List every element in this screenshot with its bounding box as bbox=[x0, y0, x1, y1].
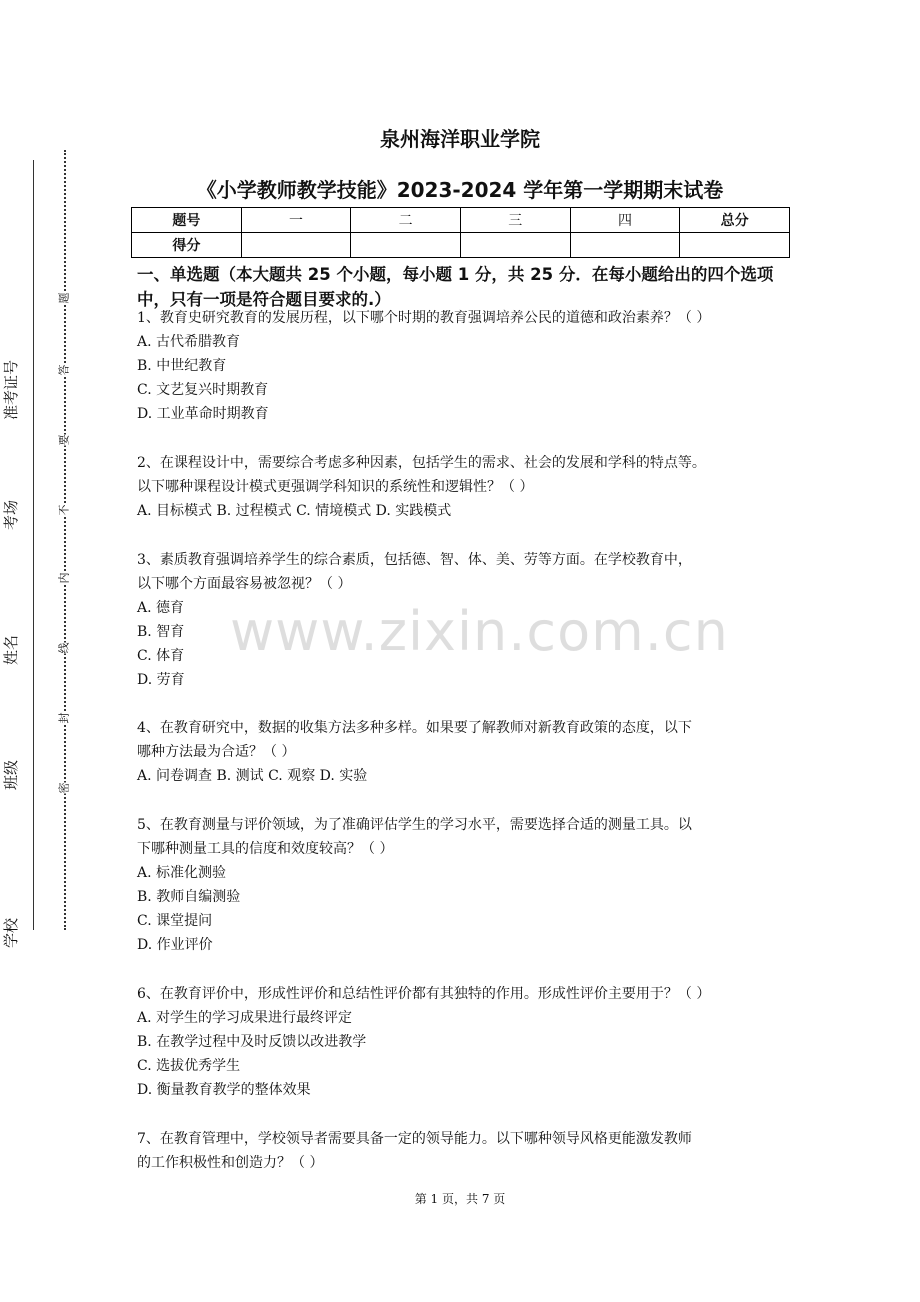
table-header-cell: 四 bbox=[570, 208, 680, 233]
table-header-cell: 二 bbox=[351, 208, 461, 233]
field-name: 姓名 bbox=[2, 634, 20, 665]
page-footer: 第 1 页，共 7 页 bbox=[414, 1192, 506, 1206]
question-option: A. 德育 bbox=[137, 600, 185, 616]
question-option: B. 中世纪教育 bbox=[137, 358, 227, 374]
question-stem: 7、在教育管理中，学校领导者需要具备一定的领导能力。以下哪种领导风格更能激发教师 bbox=[137, 1131, 692, 1147]
question-option: A. 目标模式 B. 过程模式 C. 情境模式 D. 实践模式 bbox=[137, 503, 452, 519]
question-4 bbox=[137, 716, 793, 788]
field-school: 学校 bbox=[2, 917, 20, 948]
question-stem: 3、素质教育强调培养学生的综合素质，包括德、智、体、美、劳等方面。在学校教育中， bbox=[137, 552, 692, 568]
watermark: www.zixin.com.cn bbox=[230, 600, 729, 663]
seal-char: 内 bbox=[54, 573, 74, 584]
question-option: C. 课堂提问 bbox=[137, 913, 213, 929]
score-table-header-row bbox=[132, 208, 790, 233]
question-stem: 6、在教育评价中，形成性评价和总结性评价都有其独特的作用。形成性评价主要用于？（ ） bbox=[137, 986, 711, 1002]
field-exam-room: 考场 bbox=[2, 499, 20, 530]
question-option: D. 作业评价 bbox=[137, 937, 213, 953]
seal-char: 答 bbox=[54, 365, 74, 376]
question-stem: 哪种方法最为合适？（ ） bbox=[137, 744, 296, 760]
seal-char: 线 bbox=[54, 643, 74, 654]
question-option: D. 衡量教育教学的整体效果 bbox=[137, 1082, 311, 1098]
question-option: C. 文艺复兴时期教育 bbox=[137, 382, 269, 398]
table-header-cell: 一 bbox=[241, 208, 351, 233]
seal-char: 题 bbox=[54, 293, 74, 304]
exam-title: 《小学教师教学技能》2023-2024 学年第一学期期末试卷 bbox=[196, 178, 724, 202]
score-cell bbox=[351, 233, 461, 258]
question-option: D. 劳育 bbox=[137, 672, 185, 688]
school-title: 泉州海洋职业学院 bbox=[380, 127, 540, 151]
score-cell bbox=[570, 233, 680, 258]
question-option: B. 在教学过程中及时反馈以改进教学 bbox=[137, 1034, 367, 1050]
score-row-label: 得分 bbox=[132, 233, 242, 258]
question-stem: 的工作积极性和创造力？（ ） bbox=[137, 1155, 324, 1171]
question-6 bbox=[137, 982, 793, 1102]
table-header-cell: 三 bbox=[460, 208, 570, 233]
table-header-cell: 题号 bbox=[132, 208, 242, 233]
question-option: A. 标准化测验 bbox=[137, 865, 227, 881]
question-option: B. 智育 bbox=[137, 624, 185, 640]
seal-char: 不 bbox=[54, 505, 74, 516]
score-cell bbox=[460, 233, 570, 258]
question-stem: 下哪种测量工具的信度和效度较高？（ ） bbox=[137, 841, 394, 857]
seal-dotted-line bbox=[64, 150, 66, 930]
score-table-score-row bbox=[132, 233, 790, 258]
question-option: C. 选拔优秀学生 bbox=[137, 1058, 241, 1074]
question-stem: 2、在课程设计中，需要综合考虑多种因素，包括学生的需求、社会的发展和学科的特点等。 bbox=[137, 455, 706, 471]
question-7 bbox=[137, 1127, 793, 1175]
score-table bbox=[131, 207, 790, 258]
question-option: D. 工业革命时期教育 bbox=[137, 406, 269, 422]
question-option: B. 教师自编测验 bbox=[137, 889, 241, 905]
binding-line bbox=[33, 160, 34, 930]
field-exam-number: 准考证号 bbox=[2, 359, 20, 420]
question-option: C. 体育 bbox=[137, 648, 185, 664]
question-3 bbox=[137, 548, 793, 692]
question-option: A. 古代希腊教育 bbox=[137, 334, 241, 350]
seal-char: 要 bbox=[54, 435, 74, 446]
score-cell bbox=[241, 233, 351, 258]
field-class: 班级 bbox=[2, 759, 20, 790]
question-stem: 以下哪种课程设计模式更强调学科知识的系统性和逻辑性？（ ） bbox=[137, 479, 534, 495]
question-stem: 1、教育史研究教育的发展历程，以下哪个时期的教育强调培养公民的道德和政治素养？（ ） bbox=[137, 310, 711, 326]
seal-char: 密 bbox=[54, 783, 74, 794]
score-cell bbox=[680, 233, 790, 258]
seal-char: 封 bbox=[54, 713, 74, 724]
question-stem: 4、在教育研究中，数据的收集方法多种多样。如果要了解教师对新教育政策的态度，以下 bbox=[137, 720, 692, 736]
question-option: A. 对学生的学习成果进行最终评定 bbox=[137, 1010, 353, 1026]
question-option: A. 问卷调查 B. 测试 C. 观察 D. 实验 bbox=[137, 768, 368, 784]
question-1 bbox=[137, 306, 793, 426]
question-stem: 5、在教育测量与评价领域，为了准确评估学生的学习水平，需要选择合适的测量工具。以 bbox=[137, 817, 692, 833]
question-2 bbox=[137, 451, 793, 523]
question-stem: 以下哪个方面最容易被忽视？（ ） bbox=[137, 576, 352, 592]
table-header-cell: 总分 bbox=[680, 208, 790, 233]
section-title: 一、单选题（本大题共 25 个小题，每小题 1 分，共 25 分．在每小题给出的四个选项中，只有一项是符合题目要求的.） bbox=[137, 265, 774, 309]
question-5 bbox=[137, 813, 793, 957]
